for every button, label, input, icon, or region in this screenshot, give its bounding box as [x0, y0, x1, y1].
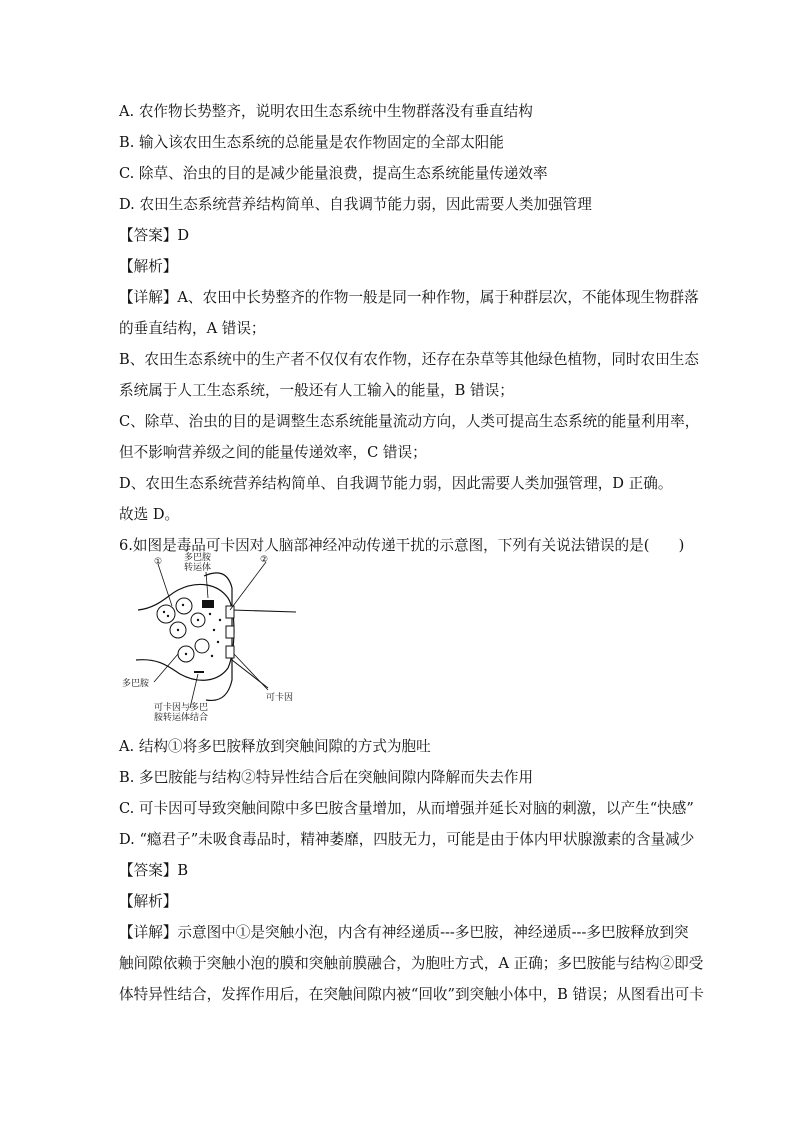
q6-option-d: D. “瘾君子”未吸食毒品时，精神萎靡，四肢无力，可能是由于体内甲状腺激素的含量减少: [119, 831, 695, 848]
q6-analysis-label: 【解析】: [119, 893, 178, 910]
axon-line: [232, 610, 296, 612]
label-structure-1: ①: [154, 557, 163, 567]
label-dopamine-transporter-2: 转运体: [184, 563, 212, 573]
label-cocaine-binding-1: 可卡因与多巴: [154, 703, 209, 713]
answer-label: 【答案】D: [119, 227, 190, 244]
explanation-line: 的垂直结构，A 错误；: [119, 320, 266, 337]
receptors: [226, 606, 234, 658]
synapse-diagram: [118, 550, 298, 722]
conclusion-line: 故选 D。: [119, 506, 180, 523]
explanation-line: C、除草、治虫的目的是调整生态系统能量流动方向，人类可提高生态系统的能量利用率，: [119, 413, 700, 430]
option-d: D. 农田生态系统营养结构简单、自我调节能力弱，因此需要人类加强管理: [119, 196, 592, 213]
label-dopamine: 多巴胺: [122, 679, 150, 689]
question-6-stem: 6.如图是毒品可卡因对人脑部神经冲动传递干扰的示意图，下列有关说法错误的是( ): [119, 537, 685, 554]
label-dopamine-transporter-1: 多巴胺: [184, 553, 212, 563]
dopamine-transporter: [202, 600, 214, 608]
q6-explanation-line: 体特异性结合，发挥作用后，在突触间隙内被“回收”到突触小体中，B 错误；从图看出可卡: [119, 986, 704, 1003]
label-cocaine-binding-2: 胺转运体结合: [154, 713, 209, 722]
explanation-line: B、农田生态系统中的生产者不仅仅有农作物，还存在杂草等其他绿色植物，同时农田生态: [119, 351, 699, 368]
explanation-line: 但不影响营养级之间的能量传递效率，C 错误；: [119, 444, 427, 461]
presynaptic-membrane: [136, 584, 234, 680]
explanation-line: D、农田生态系统营养结构简单、自我调节能力弱，因此需要人类加强管理，D 正确。: [119, 475, 673, 492]
q6-option-c: C. 可卡因可导致突触间隙中多巴胺含量增加，从而增强并延长对脑的刺激，以产生“快感”: [119, 800, 694, 817]
q6-explanation-line: 触间隙依赖于突触小泡的膜和突触前膜融合，为胞吐方式，A 正确；多巴胺能与结构②即受: [119, 955, 704, 972]
label-cocaine: 可卡因: [266, 693, 294, 703]
explanation-line: 系统属于人工生态系统，一般还有人工输入的能量，B 错误；: [119, 382, 514, 399]
option-c: C. 除草、治虫的目的是减少能量浪费，提高生态系统能量传递效率: [119, 165, 548, 182]
analysis-label: 【解析】: [119, 258, 178, 275]
explanation-line: 【详解】A、农田中长势整齐的作物一般是同一种作物，属于种群层次，不能体现生物群落: [119, 289, 699, 306]
q6-explanation-line: 【详解】示意图中①是突触小泡，内含有神经递质---多巴胺，神经递质---多巴胺释放到突: [119, 924, 689, 941]
synaptic-vesicles: [157, 598, 209, 662]
option-a: A. 农作物长势整齐，说明农田生态系统中生物群落没有垂直结构: [119, 103, 533, 120]
label-structure-2: ②: [260, 555, 269, 565]
q6-answer-label: 【答案】B: [119, 862, 189, 879]
q6-option-a: A. 结构①将多巴胺释放到突触间隙的方式为胞吐: [119, 738, 431, 755]
option-b: B. 输入该农田生态系统的总能量是农作物固定的全部太阳能: [119, 134, 504, 151]
q6-option-b: B. 多巴胺能与结构②特异性结合后在突触间隙内降解而失去作用: [119, 769, 534, 786]
